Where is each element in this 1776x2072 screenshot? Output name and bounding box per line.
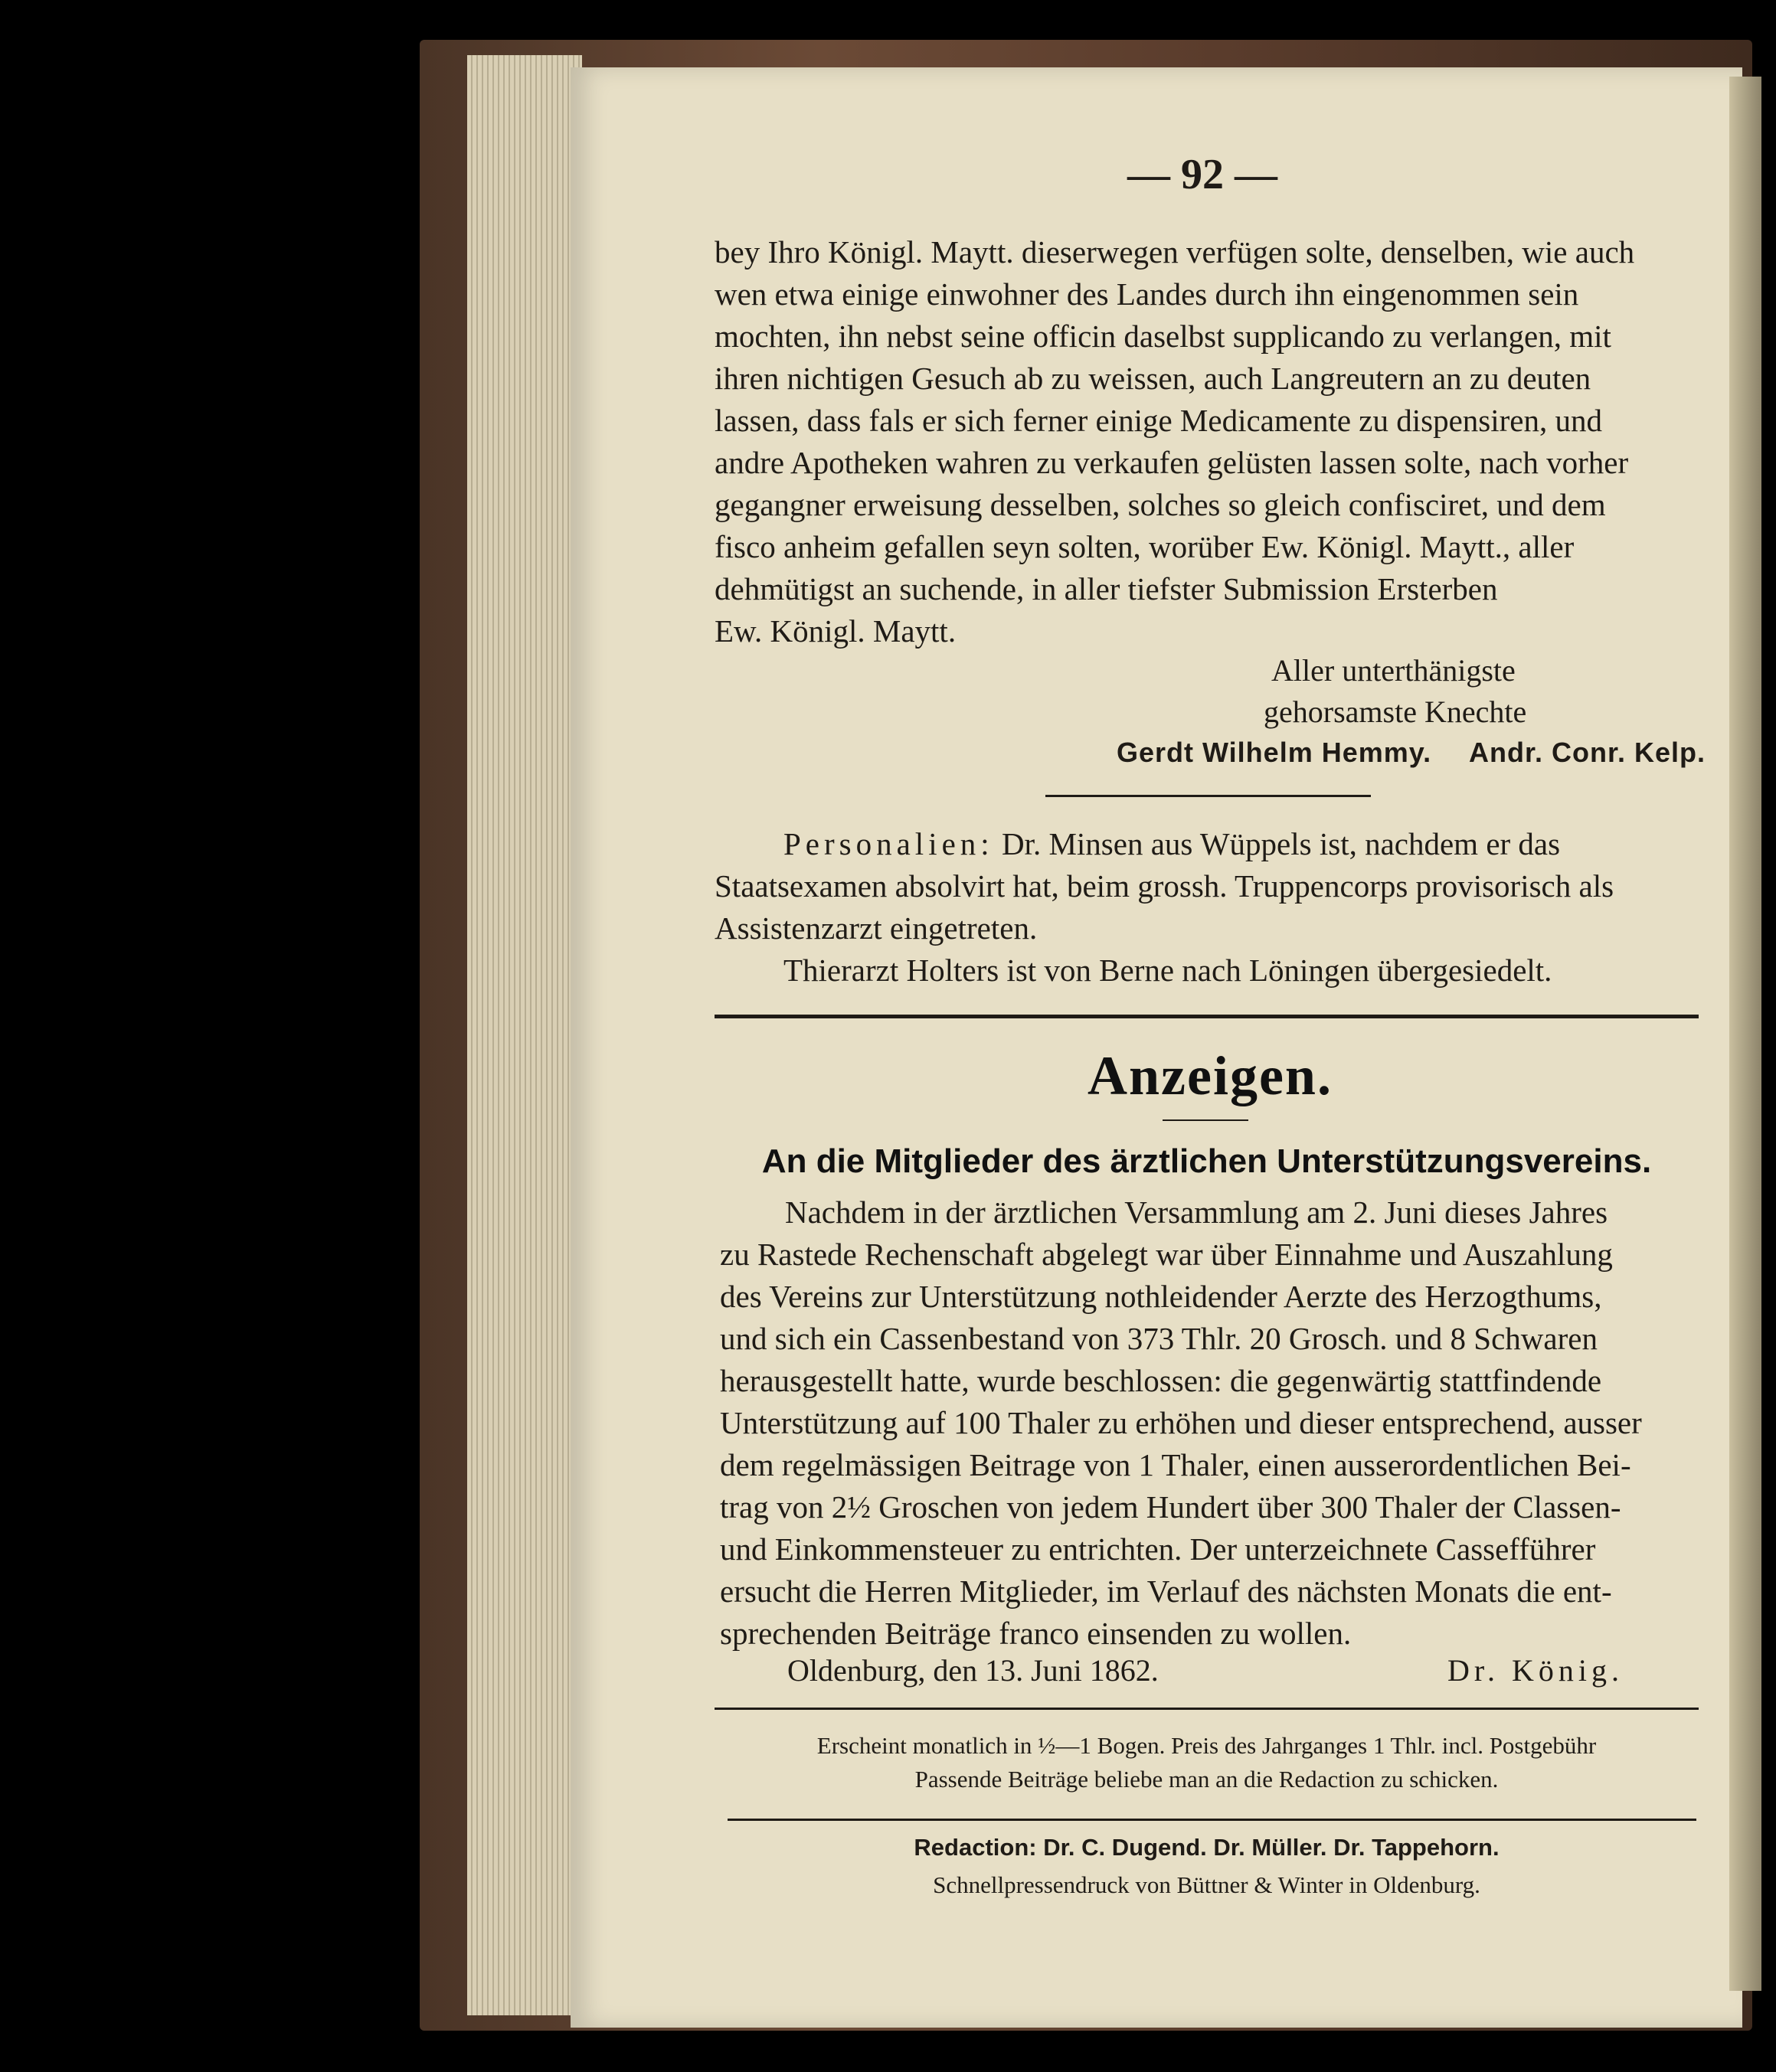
notice-line: des Vereins zur Unterstützung nothleidender Aerzte des Herzogthums, <box>720 1279 1602 1314</box>
footer-divider <box>715 1708 1699 1710</box>
page-fore-edge <box>1729 77 1761 1991</box>
footer-divider-2 <box>728 1819 1696 1821</box>
personalien-line: Staatsexamen absolvirt hat, beim grossh. Truppencorps provisorisch als <box>715 868 1614 904</box>
personalien-line: Thierarzt Holters ist von Berne nach Löningen übergesiedelt. <box>783 953 1552 988</box>
notice-line: trag von 2½ Groschen von jedem Hundert über 300 Thaler der Classen- <box>720 1489 1621 1525</box>
notice-line: Unterstützung auf 100 Thaler zu erhöhen und dieser entsprechend, ausser <box>720 1405 1642 1440</box>
letter-signer-2: Andr. Conr. Kelp. <box>1469 737 1706 768</box>
notice-line: zu Rastede Rechenschaft abgelegt war über Einnahme und Auszahlung <box>720 1237 1613 1272</box>
footer-line-2: Passende Beiträge beliebe man an die Redaction zu schicken. <box>914 1766 1499 1793</box>
notice-title: An die Mitglieder des ärztlichen Unterstützungsvereins. <box>761 1142 1652 1180</box>
notice-line: sprechenden Beiträge franco einsenden zu wollen. <box>720 1616 1352 1651</box>
notice-line: Nachdem in der ärztlichen Versammlung am 2. Juni dieses Jahres <box>785 1195 1608 1230</box>
section-divider <box>715 1015 1699 1018</box>
letter-line: Ew. Königl. Maytt. <box>715 613 957 649</box>
letter-body <box>715 231 1699 652</box>
notice-line: und Einkommensteuer zu entrichten. Der unterzeichnete Cassefführer <box>720 1531 1596 1567</box>
letter-closing-1: Aller unterthänigste <box>1271 653 1516 688</box>
personalien-section <box>715 823 1699 992</box>
letter-line: wen etwa einige einwohner des Landes durch ihn eingenommen sein <box>715 276 1579 312</box>
notice-line: ersucht die Herren Mitglieder, im Verlauf des nächsten Monats die ent- <box>720 1574 1612 1609</box>
personalien-label: Personalien: <box>783 826 994 861</box>
letter-line: andre Apotheken wahren zu verkaufen gelüsten lassen solte, nach vorher <box>715 445 1629 480</box>
letter-signer-1: Gerdt Wilhelm Hemmy. <box>1117 737 1432 768</box>
footer-printer: Schnellpressendruck von Büttner & Winter in Oldenburg. <box>933 1871 1480 1898</box>
footer-line-1: Erscheint monatlich in ½—1 Bogen. Preis des Jahrganges 1 Thlr. incl. Postgebühr <box>816 1732 1597 1759</box>
letter-line: lassen, dass fals er sich ferner einige Medicamente zu dispensiren, und <box>715 403 1602 438</box>
section-title: Anzeigen. <box>1088 1045 1333 1106</box>
notice-place-date: Oldenburg, den 13. Juni 1862. <box>787 1653 1159 1688</box>
letter-closing-2: gehorsamste Knechte <box>1264 694 1527 729</box>
page-edges <box>467 55 582 2015</box>
letter-line: dehmütigst an suchende, in aller tiefster Submission Ersterben <box>715 571 1498 606</box>
personalien-text: Dr. Minsen aus Wüppels ist, nachdem er das <box>1001 826 1561 861</box>
letter-line: bey Ihro Königl. Maytt. dieserwegen verfügen solte, denselben, wie auch <box>715 234 1635 270</box>
notice-line: herausgestellt hatte, wurde beschlossen: die gegenwärtig stattfindende <box>720 1363 1602 1398</box>
notice-line: und sich ein Cassenbestand von 373 Thlr. 20 Grosch. und 8 Schwaren <box>720 1321 1598 1356</box>
footer-editors: Redaction: Dr. C. Dugend. Dr. Müller. Dr. Tappehorn. <box>914 1834 1500 1861</box>
title-underline <box>1163 1119 1248 1121</box>
divider <box>1045 795 1371 797</box>
letter-line: gegangner erweisung desselben, solches so gleich confisciret, und dem <box>715 487 1606 522</box>
page-number: — 92 — <box>1127 151 1277 198</box>
personalien-line: Assistenzarzt eingetreten. <box>715 910 1038 946</box>
notice-line: dem regelmässigen Beitrage von 1 Thaler, einen ausserordentlichen Bei- <box>720 1447 1631 1482</box>
letter-line: ihren nichtigen Gesuch ab zu weissen, auch Langreutern an zu deuten <box>715 361 1591 396</box>
letter-line: mochten, ihn nebst seine officin daselbst supplicando zu verlangen, mit <box>715 319 1611 354</box>
notice-body <box>720 1191 1699 1655</box>
letter-line: fisco anheim gefallen seyn solten, worüber Ew. Königl. Maytt., aller <box>715 529 1575 564</box>
notice-signer: Dr. König. <box>1447 1653 1624 1688</box>
